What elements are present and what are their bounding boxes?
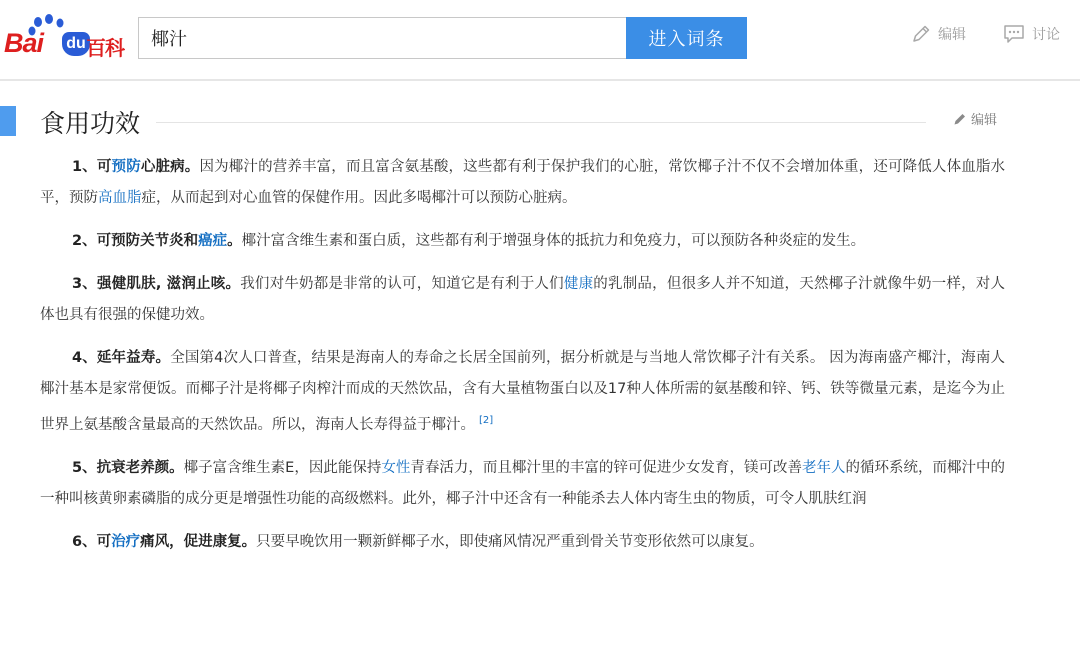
pencil-icon: [911, 24, 931, 44]
paragraph-heading: [72, 159, 199, 175]
paragraph-6: [40, 527, 1005, 558]
heading-text: 。: [227, 233, 242, 249]
paragraph-heading: 3、强健肌肤, 滋润止咳。: [72, 276, 241, 292]
link-elderly[interactable]: 老年人: [801, 459, 846, 476]
paragraph-text: 的乳制品，但很多人并不知道，天然椰子汁就像牛奶一样，对人体也具有很强的保健功效。: [40, 276, 1006, 323]
paragraph-heading: 5、抗衰老养颜。: [72, 459, 184, 476]
heading-text: 心脏病。: [140, 159, 200, 175]
heading-text: 6、可: [72, 533, 112, 550]
paragraph-heading: 4、延年益寿。: [72, 350, 171, 366]
paragraph-text: 全国第4次人口普查，结果是海南人的寿命之长居全国前列，据分析就是与当地人常饮椰子汁有关系。 因为海南盛产椰汁，海南人椰汁基本是家常便饭。而椰子汁是将椰子肉榨汁而成的天然饮品，含有大量植物蛋白以及17种人体所需的氨基酸和锌、钙、铁等微量元素，是迄今为止世界上氨基酸含量最高的天然饮品。所以，海南人长寿得益于椰汁。: [40, 350, 1005, 433]
logo-text-du: du: [62, 32, 90, 56]
header-discuss-button[interactable]: [1003, 22, 1060, 46]
paragraph-2: [40, 226, 1005, 257]
logo-text-bai: Bai: [4, 28, 44, 58]
paragraph-5: [40, 453, 1005, 515]
section-edit-label: 编辑: [971, 113, 998, 128]
baidu-baike-logo[interactable]: [4, 14, 134, 64]
section-title: 食用功效: [40, 109, 141, 138]
header-edit-button[interactable]: [911, 22, 966, 46]
enter-entry-button[interactable]: 进入词条: [626, 17, 747, 59]
header-divider: [0, 79, 1080, 81]
header-edit-label: 编辑: [938, 27, 966, 43]
paragraph-text: 青春活力，而且椰汁里的丰富的锌可促进少女发育，镁可改善: [410, 459, 802, 476]
paragraph-text: 椰子富含维生素E，因此能保持: [183, 459, 382, 476]
paragraph-text: 的循环系统，而椰汁中的一种叫核黄卵素磷脂的成分更是增强性功能的高级燃料。此外，椰子汁中还含有一种能杀去人体内寄生虫的物质，可令人肌肤红润: [40, 459, 1006, 507]
link-women[interactable]: 女性: [381, 459, 411, 476]
link-hyperlipidemia[interactable]: 高血脂: [98, 190, 142, 206]
paragraph-1: [40, 152, 1005, 214]
link-cancer[interactable]: 癌症: [198, 233, 228, 249]
paragraph-heading: [72, 233, 242, 249]
paragraph-heading: [72, 534, 256, 550]
paragraph-text: 症，从而起到对心血管的保健作用。因此多喝椰汁可以预防心脏病。: [141, 190, 577, 206]
paragraph-4: [40, 343, 1005, 441]
header-discuss-label: 讨论: [1032, 27, 1060, 43]
paragraph-text: 我们对牛奶都是非常的认可，知道它是有利于人们: [240, 276, 564, 292]
article-content: [40, 152, 1005, 570]
link-treatment[interactable]: 治疗: [111, 533, 141, 550]
heading-text: 2、可预防关节炎和: [72, 233, 199, 249]
top-header: [0, 0, 1080, 80]
heading-text: 1、可: [72, 159, 112, 175]
heading-text: 痛风，促进康复。: [140, 533, 257, 550]
paragraph-text: 因为椰汁的营养丰富，而且富含氨基酸，这些都有利于保护我们的心脏，常饮椰子汁不仅不会增加体重，还可降低人体血脂水平，预防: [40, 159, 1006, 206]
section-accent-bar: [0, 106, 16, 136]
reference-link[interactable]: [2]: [479, 415, 494, 426]
link-prevention[interactable]: 预防: [111, 159, 141, 175]
logo-text-baike: 百科: [86, 36, 124, 60]
section-divider: [156, 122, 926, 123]
paragraph-3: [40, 269, 1005, 331]
paragraph-text: 椰汁富含维生素和蛋白质，这些都有利于增强身体的抵抗力和免疫力，可以预防各种炎症的发生。: [241, 233, 866, 249]
section-edit-button[interactable]: [953, 109, 997, 128]
link-health[interactable]: 健康: [563, 276, 594, 292]
search-input[interactable]: [138, 17, 626, 59]
speech-bubble-icon: [1003, 24, 1025, 44]
paragraph-text: 只要早晚饮用一颗新鲜椰子水，即使痛风情况严重到骨关节变形依然可以康复。: [256, 533, 764, 550]
pencil-icon: [953, 112, 967, 126]
